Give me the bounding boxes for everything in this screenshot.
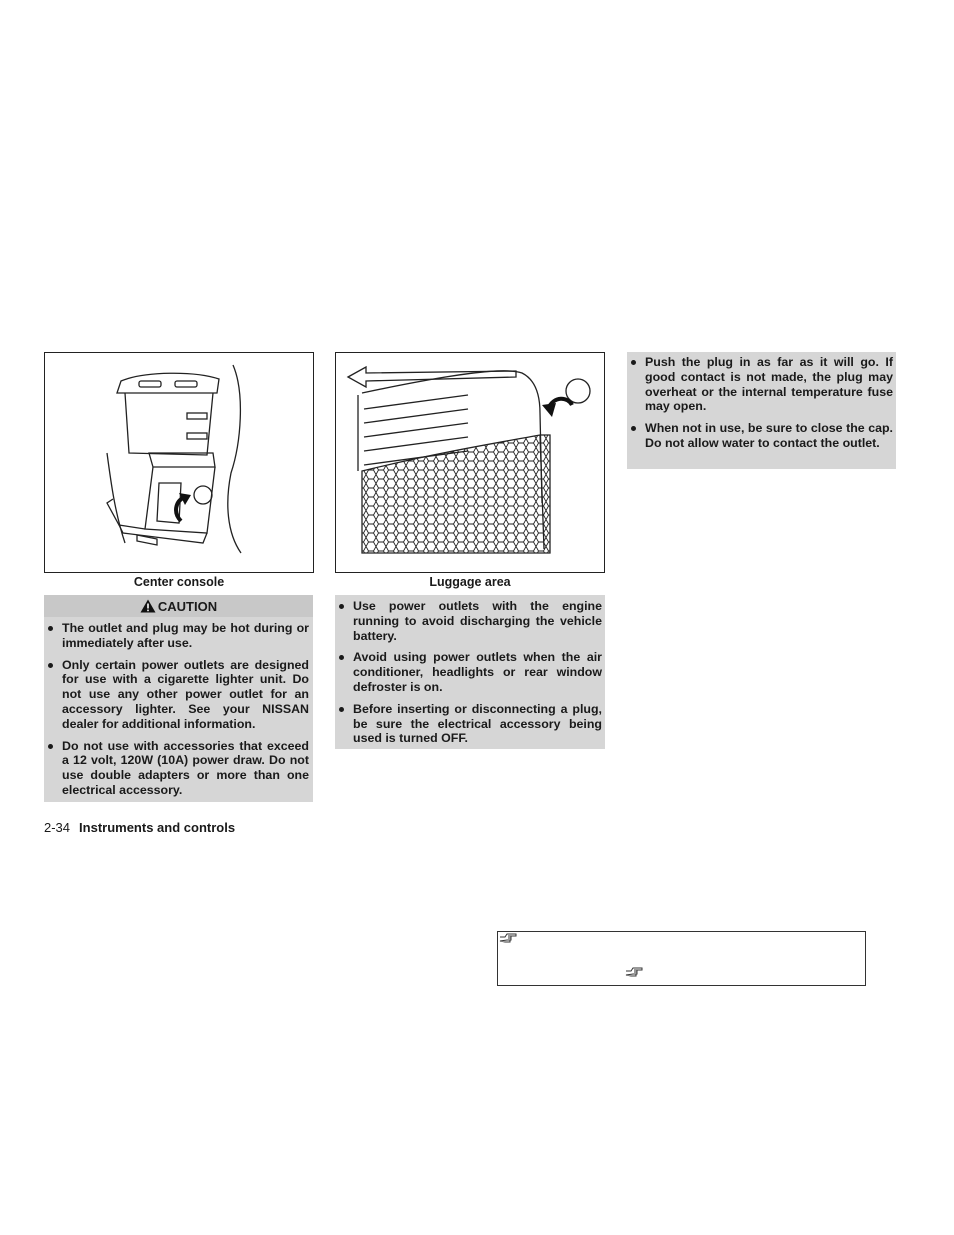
pointing-hand-icon — [499, 933, 517, 945]
note-item: Avoid using power outlets when the air conditioner, headlights or rear window defroster is on. — [336, 650, 602, 694]
note-item: Push the plug in as far as it will go. If good contact is not made, the plug may overheat or the internal temperature fuse may open. — [628, 355, 893, 414]
luggage-area-figure — [335, 352, 605, 573]
center-console-illustration — [45, 353, 313, 572]
caution-item: Only certain power outlets are designed for use with a cigarette lighter unit. Do not use any other power outlet for an accessory lighter. See your NISSAN dealer for additional information. — [45, 658, 309, 732]
warning-triangle-icon — [140, 599, 156, 613]
note-item: Before inserting or disconnecting a plug, be sure the electrical accessory being used is turned OFF. — [336, 702, 602, 746]
pointing-hand-icon — [625, 967, 643, 979]
center-console-caption: Center console — [133, 575, 225, 589]
note-item: Use power outlets with the engine running to avoid discharging the vehicle battery. — [336, 599, 602, 643]
caution-item: Do not use with accessories that exceed a 12 volt, 120W (10A) power draw. Do not use double adapters or more than one electrical accessory. — [45, 739, 309, 798]
caution-box — [44, 595, 313, 802]
center-console-figure — [44, 352, 314, 573]
right-notes-box — [627, 352, 896, 469]
page-number: 2-34 — [44, 820, 71, 835]
caution-list — [44, 617, 313, 798]
section-title: Instruments and controls — [79, 820, 236, 835]
luggage-area-illustration — [336, 353, 604, 572]
right-notes-list — [628, 355, 893, 451]
caution-label: CAUTION — [157, 598, 218, 614]
page-footer — [44, 820, 235, 835]
caution-heading — [44, 595, 313, 617]
reference-box — [497, 931, 866, 986]
middle-notes-box — [335, 595, 605, 749]
luggage-area-caption: Luggage area — [429, 575, 511, 589]
middle-notes-list — [336, 599, 602, 746]
caution-item: The outlet and plug may be hot during or immediately after use. — [45, 621, 309, 651]
note-item: When not in use, be sure to close the cap. Do not allow water to contact the outlet. — [628, 421, 893, 451]
